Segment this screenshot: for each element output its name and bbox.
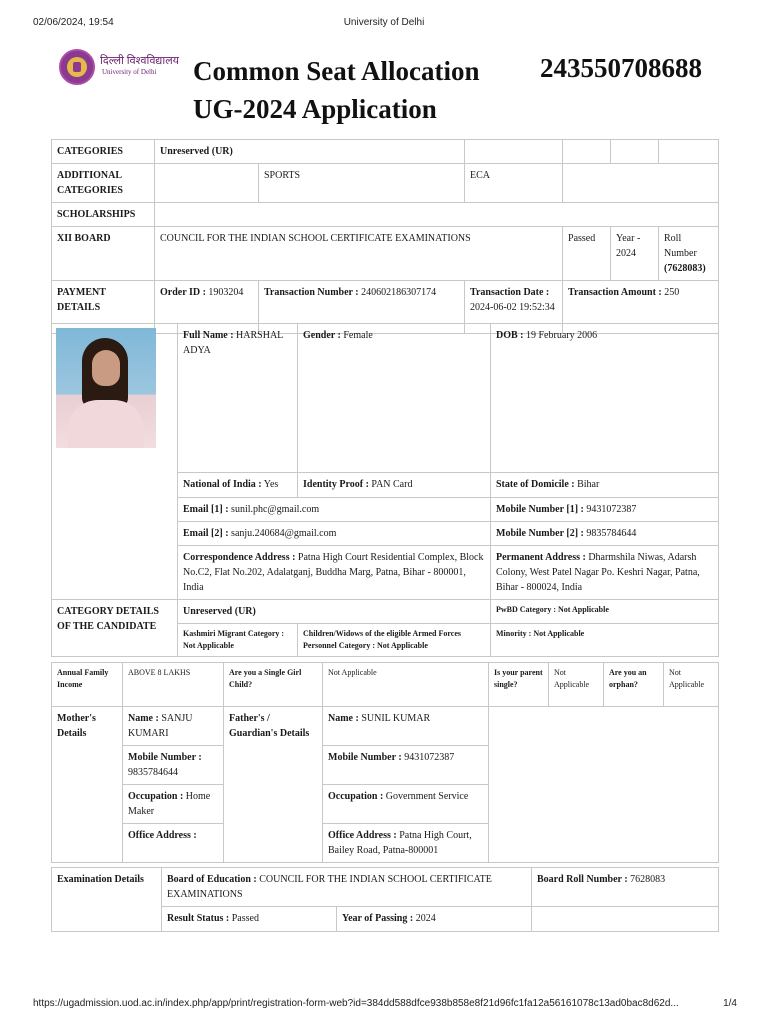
order-id: Order ID : 1903204	[155, 281, 259, 334]
result-status: Result Status : Passed	[162, 907, 337, 932]
print-header	[0, 17, 768, 31]
mother-office-address: Office Address :	[123, 824, 224, 863]
personal-details-table	[51, 323, 719, 657]
print-url: https://ugadmission.uod.ac.in/index.php/app/print/registration-form-web?id=384dd588dfce938b858e8f21d96fc1fa12a56161078c13ad0bac8d62d...	[33, 998, 679, 1009]
payment-details-label: PAYMENT DETAILS	[52, 281, 155, 334]
correspondence-address: Correspondence Address : Patna High Court Residential Complex, Block No.C2, Flat No.202, Adalatganj, Buddha Marg, Patna, Bihar - 800001, India	[178, 546, 491, 600]
mother-occupation: Occupation : Home Maker	[123, 785, 224, 824]
scholarships-label: SCHOLARSHIPS	[52, 203, 155, 227]
single-parent-value: Not Applicable	[549, 663, 604, 707]
print-footer	[0, 998, 768, 1012]
minority-category: Minority : Not Applicable	[491, 624, 719, 657]
pwbd-category: PwBD Category : Not Applicable	[491, 600, 719, 624]
father-mobile: Mobile Number : 9431072387	[323, 746, 489, 785]
xii-board-label: XII BOARD	[52, 227, 155, 281]
mothers-details-label: Mother's Details	[52, 707, 123, 863]
print-timestamp: 02/06/2024, 19:54	[33, 17, 114, 28]
category-details-label: CATEGORY DETAILS OF THE CANDIDATE	[52, 600, 178, 657]
board-of-education: Board of Education : COUNCIL FOR THE INDIAN SCHOOL CERTIFICATE EXAMINATIONS	[162, 868, 532, 907]
dob: DOB : 19 February 2006	[491, 324, 719, 473]
category-details-value: Unreserved (UR)	[178, 600, 491, 624]
gender: Gender : Female	[298, 324, 491, 473]
title-line-1: Common Seat Allocation	[193, 56, 480, 86]
fathers-details-label: Father's / Guardian's Details	[224, 707, 323, 863]
xii-status: Passed	[563, 227, 611, 281]
xii-board-value: COUNCIL FOR THE INDIAN SCHOOL CERTIFICATE EXAMINATIONS	[155, 227, 563, 281]
university-seal-icon	[59, 49, 95, 85]
page-title	[193, 52, 480, 128]
university-logo	[59, 49, 179, 89]
categories-value: Unreserved (UR)	[155, 140, 465, 164]
year-of-passing: Year of Passing : 2024	[337, 907, 532, 932]
father-occupation: Occupation : Government Service	[323, 785, 489, 824]
board-roll-number: Board Roll Number : 7628083	[532, 868, 719, 907]
email-2: Email [2] : sanju.240684@gmail.com	[178, 522, 491, 546]
candidate-photo-cell	[52, 324, 178, 600]
transaction-amount: Transaction Amount : 250	[563, 281, 719, 334]
email-1: Email [1] : sunil.phc@gmail.com	[178, 498, 491, 522]
sports-cell: SPORTS	[259, 164, 465, 203]
national-of-india: National of India : Yes	[178, 473, 298, 498]
single-parent-label: Is your parent single?	[489, 663, 549, 707]
xii-roll-number: Roll Number (7628083)	[659, 227, 719, 281]
examination-details-label: Examination Details	[52, 868, 162, 932]
annual-income-value: ABOVE 8 LAKHS	[123, 663, 224, 707]
state-of-domicile: State of Domicile : Bihar	[491, 473, 719, 498]
summary-table	[51, 139, 719, 334]
family-details-table	[51, 662, 719, 863]
transaction-number: Transaction Number : 240602186307174	[259, 281, 465, 334]
mobile-1: Mobile Number [1] : 9431072387	[491, 498, 719, 522]
father-name: Name : SUNIL KUMAR	[323, 707, 489, 746]
orphan-value: Not Applicable	[664, 663, 719, 707]
full-name: Full Name : HARSHAL ADYA	[178, 324, 298, 473]
mother-name: Name : SANJU KUMARI	[123, 707, 224, 746]
identity-proof: Identity Proof : PAN Card	[298, 473, 491, 498]
mother-mobile: Mobile Number : 9835784644	[123, 746, 224, 785]
single-girl-label: Are you a Single Girl Child?	[224, 663, 323, 707]
transaction-date: Transaction Date : 2024-06-02 19:52:34	[465, 281, 563, 334]
armed-forces-category: Children/Widows of the eligible Armed Forces Personnel Category : Not Applicable	[298, 624, 491, 657]
print-title: University of Delhi	[343, 17, 425, 28]
single-girl-value: Not Applicable	[323, 663, 489, 707]
orphan-label: Are you an orphan?	[604, 663, 664, 707]
examination-details-table	[51, 867, 719, 932]
kashmiri-migrant-category: Kashmiri Migrant Category : Not Applicable	[178, 624, 298, 657]
candidate-photo	[56, 328, 156, 448]
additional-categories-label: ADDITIONAL CATEGORIES	[52, 164, 155, 203]
permanent-address: Permanent Address : Dharmshila Niwas, Adarsh Colony, West Patel Nagar Po. Keshri Nagar, Patna, Bihar - 800024, India	[491, 546, 719, 600]
page-number: 1/4	[723, 998, 737, 1009]
father-office-address: Office Address : Patna High Court, Bailey Road, Patna-800001	[323, 824, 489, 863]
eca-cell: ECA	[465, 164, 563, 203]
logo-english-text: University of Delhi	[102, 68, 157, 76]
logo-hindi-text: दिल्ली विश्वविद्यालय	[100, 55, 180, 67]
application-number: 243550708688	[540, 53, 702, 83]
annual-income-label: Annual Family Income	[52, 663, 123, 707]
categories-label: CATEGORIES	[52, 140, 155, 164]
title-line-2: UG-2024 Application	[193, 94, 437, 124]
xii-year: Year - 2024	[611, 227, 659, 281]
mobile-2: Mobile Number [2] : 9835784644	[491, 522, 719, 546]
